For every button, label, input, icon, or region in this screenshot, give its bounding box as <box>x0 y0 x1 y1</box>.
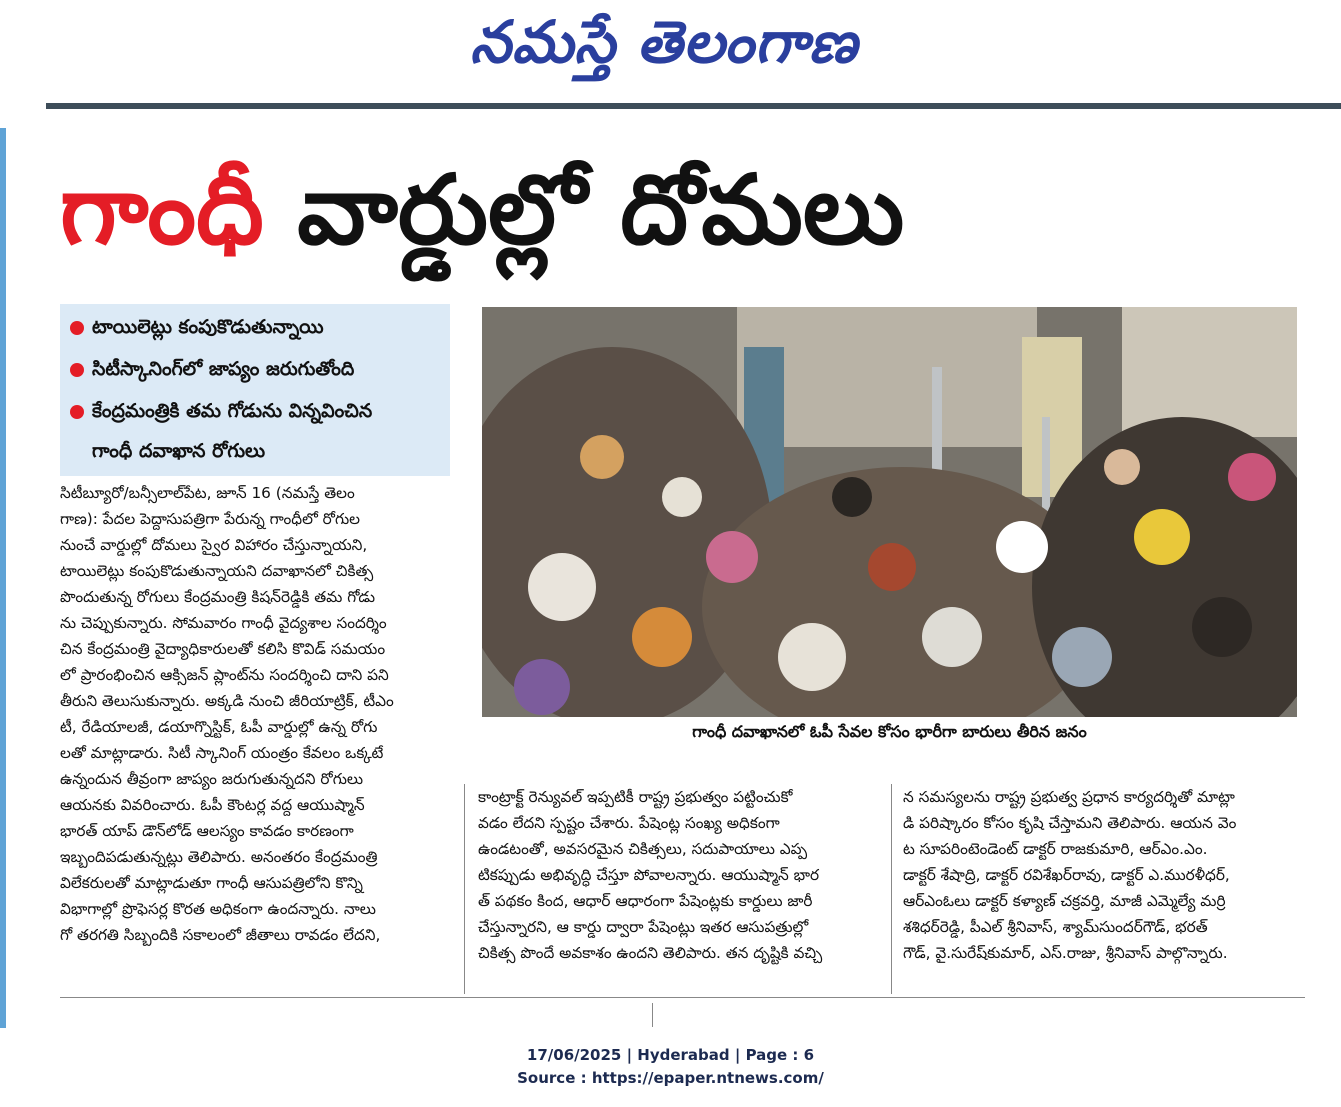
article-line: టికప్పుడు అభివృద్ధి చేస్తూ పోవాలన్నారు. ఆయుష్మాన్ భార <box>478 866 820 884</box>
article-line: ఆర్‌ఎంఓలు డాక్టర్ కళ్యాణ్ చక్రవర్తి, మాజీ ఎమ్మెల్యే మర్రి <box>903 892 1226 910</box>
highlight-item-continued: గాంధీ దవాఖాన రోగులు <box>92 440 266 462</box>
highlight-item: సిటీస్కానింగ్‌లో జాప్యం జరుగుతోంది <box>70 358 354 385</box>
bottom-tick <box>652 1003 653 1027</box>
article-line: చికిత్స పొందే అవకాశం ఉందని తెలిపారు. తన దృష్టికి వచ్చి <box>478 944 823 962</box>
article-line: లో ప్రారంభించిన ఆక్సిజన్ ప్లాంట్‌ను సందర్శించి దాని పని <box>60 666 389 684</box>
article-line: డాక్టర్ శేషాద్రి, డాక్టర్ రవిశేఖర్‌రావు, డాక్టర్ ఎ.మురళీధర్, <box>903 866 1230 884</box>
article-bottom-rule <box>60 997 1305 998</box>
highlight-item: టాయిలెట్లు కంపుకొడుతున్నాయి <box>70 316 324 343</box>
article-line: వడం లేదని స్పష్టం చేశారు. పేషెంట్ల సంఖ్య అధికంగా <box>478 814 780 832</box>
article-column-3 <box>903 784 1303 966</box>
article-line: చేస్తున్నారని, ఆ కార్డు ద్వారా పేషెంట్లు ఇతర ఆసుపత్రుల్లో <box>478 918 809 936</box>
newspaper-logo: నమస్తే తెలంగాణ <box>470 8 858 76</box>
article-column-2 <box>478 784 878 966</box>
article-line: నుంచే వార్డుల్లో దోమలు స్వైర విహారం చేస్తున్నాయని, <box>60 536 368 554</box>
article-line: భారత్ యాప్ డౌన్‌లోడ్ ఆలస్యం కావడం కారణంగా <box>60 822 354 840</box>
article-line: గాణ): పేదల పెద్దాసుపత్రిగా పేరున్న గాంధీలో రోగుల <box>60 510 361 528</box>
headline <box>60 150 904 270</box>
article-line: ట సూపరింటెండెంట్ డాక్టర్ రాజకుమారి, ఆర్‌ఎం.ఎం. <box>903 840 1208 858</box>
article-line: న సమస్యలను రాష్ట్ర ప్రభుత్వ ప్రధాన కార్యదర్శితో మాట్లా <box>903 788 1235 806</box>
article-line: శశిధర్‌రెడ్డి, పీఎల్ శ్రీనివాస్, శ్యామ్‌సుందర్‌గౌడ్, భరత్ <box>903 918 1208 936</box>
article-line: విలేకరులతో మాట్లాడుతూ గాంధీ ఆసుపత్రిలోని కొన్ని <box>60 874 363 892</box>
article-line: చిన కేంద్రమంత్రి వైద్యాధికారులతో కలిసి కొవిడ్ సమయం <box>60 640 386 658</box>
footer-source: Source : https://epaper.ntnews.com/ <box>517 1069 824 1087</box>
masthead <box>0 0 1341 100</box>
article-line: గో తరగతి సిబ్బందికి సకాలంలో జీతాలు రావడం లేదని, <box>60 926 381 944</box>
article-line: టాయిలెట్లు కంపుకొడుతున్నాయని దవాఖానలో చికిత్స <box>60 562 374 580</box>
column-divider <box>464 784 465 994</box>
article-line: డి పరిష్కారం కోసం కృషి చేస్తామని తెలిపారు. ఆయన వెం <box>903 814 1237 832</box>
crowd-photo <box>482 307 1297 717</box>
crowd-photo-illustration <box>482 307 1297 717</box>
bullet-dot-icon <box>70 321 84 335</box>
headline-red-word: గాంధీ <box>60 154 264 266</box>
photo-caption: గాంధీ దవాఖానలో ఓపీ సేవల కోసం భారీగా బారులు తీరిన జనం <box>692 722 1087 741</box>
article-line: ఇబ్బందిపడుతున్నట్లు తెలిపారు. అనంతరం కేంద్రమంత్రి <box>60 848 378 866</box>
highlight-item: కేంద్రమంత్రికి తమ గోడును విన్నవించిన <box>70 400 372 427</box>
highlights-box <box>60 304 450 476</box>
article-line: ఉన్నందున తీవ్రంగా జాప్యం జరుగుతున్నదని రోగులు <box>60 770 364 788</box>
bullet-dot-icon <box>70 405 84 419</box>
article-line: లతో మాట్లాడారు. సిటీ స్కానింగ్ యంత్రం కేవలం ఒక్కటే <box>60 744 384 762</box>
article-line: సిటీబ్యూరో/బన్సీలాల్‌పేట, జూన్ 16 (నమస్తే తెలం <box>60 484 355 502</box>
article-line: ను చెప్పుకున్నారు. సోమవారం గాంధీ వైద్యశాల సందర్శిం <box>60 614 387 632</box>
article-line: విభాగాల్లో ప్రొఫెసర్ల కొరత అధికంగా ఉందన్నారు. నాలు <box>60 900 376 918</box>
left-margin-stripe <box>0 128 6 1028</box>
article-line: టీ, రేడియాలజీ, డయాగ్నొస్టిక్, ఓపీ వార్డుల్లో ఉన్న రోగు <box>60 718 378 736</box>
footer-date-page: 17/06/2025 | Hyderabad | Page : 6 <box>526 1046 815 1064</box>
headline-black-words: వార్డుల్లో దోమలు <box>297 154 905 266</box>
article-line: గౌడ్, వై.సురేష్‌కుమార్, ఎస్.రాజు, శ్రీనివాస్ పాల్గొన్నారు. <box>903 944 1228 962</box>
article-line: పొందుతున్న రోగులు కేంద్రమంత్రి కిషన్‌రెడ్డికి తమ గోడు <box>60 588 375 606</box>
article-column-1 <box>60 480 452 948</box>
article-line: ఉండటంతో, అవసరమైన చికిత్సలు, సదుపాయాలు ఎప్ప <box>478 840 808 858</box>
article-line: తీరుని తెలుసుకున్నారు. అక్కడి నుంచి జీరియాట్రిక్, టీఎం <box>60 692 394 710</box>
article-line: త్ పథకం కింద, ఆధార్ ఆధారంగా పేషెంట్లకు కార్డులు జారీ <box>478 892 813 910</box>
column-divider <box>891 784 892 994</box>
article-line: కాంట్రాక్ట్ రెన్యువల్ ఇప్పటికీ రాష్ట్ర ప్రభుత్వం పట్టించుకో <box>478 788 793 806</box>
bullet-dot-icon <box>70 363 84 377</box>
article-line: ఆయనకు వివరించారు. ఓపీ కౌంటర్ల వద్ద ఆయుష్మాన్ <box>60 796 365 814</box>
masthead-rule <box>46 103 1341 109</box>
